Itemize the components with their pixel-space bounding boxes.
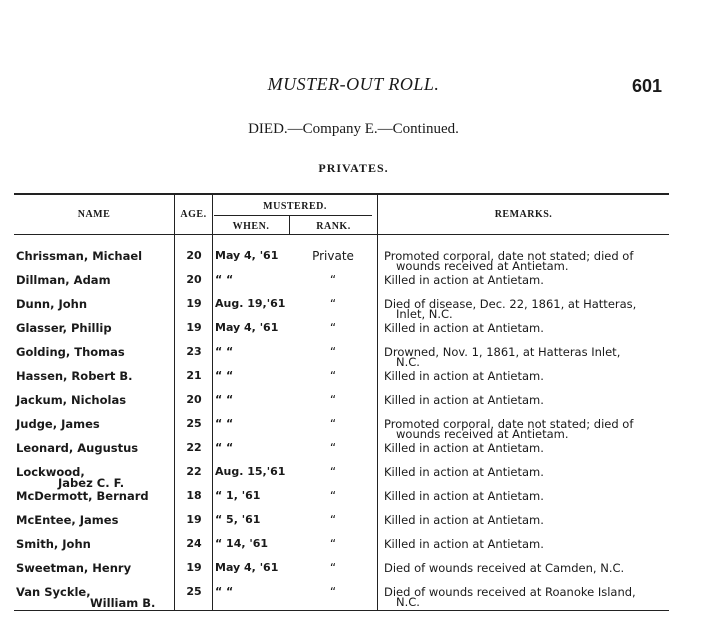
row-name: Golding, Thomas <box>16 345 125 359</box>
row-name: McDermott, Bernard <box>16 489 149 503</box>
header-mustered: MUSTERED. <box>263 201 327 212</box>
row-mustered-when: “ “ <box>215 345 234 358</box>
row-remarks: Killed in action at Antietam. <box>384 273 544 287</box>
row-age: 22 <box>186 441 202 454</box>
row-name: Glasser, Phillip <box>16 321 112 335</box>
row-mustered-when: “ 14, '61 <box>215 537 269 550</box>
header-rank: RANK. <box>316 221 351 232</box>
row-remarks: Killed in action at Antietam. <box>384 393 544 407</box>
row-remarks-continued: N.C. <box>396 595 420 609</box>
row-mustered-when: Aug. 15,'61 <box>215 465 286 478</box>
row-age: 20 <box>186 273 202 286</box>
row-name: Jackum, Nicholas <box>16 393 127 407</box>
row-mustered-when: May 4, '61 <box>215 249 279 262</box>
row-name: Sweetman, Henry <box>16 561 132 575</box>
row-rank: “ <box>329 441 337 455</box>
row-rank: “ <box>329 273 337 287</box>
header-name: NAME <box>77 209 111 220</box>
row-name: Lockwood, <box>16 465 85 479</box>
row-name-continued: Jabez C. F. <box>58 476 125 490</box>
row-age: 19 <box>186 513 202 526</box>
row-rank: “ <box>329 321 337 335</box>
row-age: 20 <box>186 393 202 406</box>
row-name: Dillman, Adam <box>16 273 111 287</box>
row-remarks: Killed in action at Antietam. <box>384 489 544 503</box>
row-name: Van Syckle, <box>16 585 91 599</box>
row-age: 19 <box>186 561 202 574</box>
row-mustered-when: “ “ <box>215 441 234 454</box>
row-rank: “ <box>329 537 337 551</box>
row-age: 21 <box>186 369 202 382</box>
row-remarks: Promoted corporal, date not stated; died of <box>384 249 634 263</box>
row-rank: “ <box>329 489 337 503</box>
row-remarks: Died of wounds received at Camden, N.C. <box>384 561 625 575</box>
row-name: Hassen, Robert B. <box>16 369 133 383</box>
row-mustered-when: “ “ <box>215 273 234 286</box>
row-mustered-when: “ “ <box>215 417 234 430</box>
row-mustered-when: May 4, '61 <box>215 561 279 574</box>
row-remarks: Killed in action at Antietam. <box>384 321 544 335</box>
row-age: 23 <box>186 345 202 358</box>
row-remarks: Died of wounds received at Roanoke Island, <box>384 585 636 599</box>
row-rank: “ <box>329 513 337 527</box>
table-bottom-rule <box>14 610 669 611</box>
row-remarks-continued: wounds received at Antietam. <box>396 259 569 273</box>
col-divider-rank-remarks <box>377 195 378 610</box>
row-rank: “ <box>329 297 337 311</box>
row-mustered-when: “ 5, '61 <box>215 513 261 526</box>
row-remarks-continued: N.C. <box>396 355 420 369</box>
row-name: McEntee, James <box>16 513 119 527</box>
header-bottom-rule <box>14 234 669 235</box>
row-remarks: Promoted corporal, date not stated; died of <box>384 417 634 431</box>
row-remarks: Drowned, Nov. 1, 1861, at Hatteras Inlet, <box>384 345 621 359</box>
table-top-rule <box>14 193 669 195</box>
mustered-rule <box>214 215 372 216</box>
row-rank: “ <box>329 465 337 479</box>
page-number: 601 <box>632 76 663 96</box>
row-age: 22 <box>186 465 202 478</box>
row-remarks: Killed in action at Antietam. <box>384 513 544 527</box>
row-mustered-when: “ “ <box>215 369 234 382</box>
row-mustered-when: “ 1, '61 <box>215 489 261 502</box>
row-rank: “ <box>329 417 337 431</box>
row-rank: “ <box>329 561 337 575</box>
row-rank: “ <box>329 585 337 599</box>
row-mustered-when: “ “ <box>215 393 234 406</box>
col-divider-age-when <box>212 195 213 610</box>
header-when: WHEN. <box>232 221 270 232</box>
row-remarks: Killed in action at Antietam. <box>384 537 544 551</box>
row-age: 25 <box>186 585 202 598</box>
row-remarks-continued: wounds received at Antietam. <box>396 427 569 441</box>
row-rank: Private <box>312 249 354 263</box>
header-age: AGE. <box>180 209 207 220</box>
row-remarks: Killed in action at Antietam. <box>384 465 544 479</box>
row-remarks: Died of disease, Dec. 22, 1861, at Hatteras, <box>384 297 637 311</box>
row-mustered-when: “ “ <box>215 585 234 598</box>
row-age: 18 <box>186 489 202 502</box>
section-title: DIED.—Company E.—Continued. <box>248 121 459 137</box>
row-age: 20 <box>186 249 202 262</box>
row-mustered-when: Aug. 19,'61 <box>215 297 286 310</box>
row-name: Dunn, John <box>16 297 88 311</box>
row-name: Judge, James <box>16 417 100 431</box>
row-age: 19 <box>186 321 202 334</box>
row-age: 25 <box>186 417 202 430</box>
subsection-title: PRIVATES. <box>318 161 389 175</box>
row-rank: “ <box>329 345 337 359</box>
row-remarks-continued: Inlet, N.C. <box>396 307 453 321</box>
row-rank: “ <box>329 393 337 407</box>
col-divider-name-age <box>174 195 175 610</box>
row-rank: “ <box>329 369 337 383</box>
row-remarks: Killed in action at Antietam. <box>384 441 544 455</box>
row-name: Smith, John <box>16 537 91 551</box>
row-name: Leonard, Augustus <box>16 441 139 455</box>
row-name-continued: William B. <box>90 596 156 610</box>
running-title: MUSTER-OUT ROLL. <box>267 74 440 94</box>
row-mustered-when: May 4, '61 <box>215 321 279 334</box>
row-name: Chrissman, Michael <box>16 249 143 263</box>
row-age: 24 <box>186 537 202 550</box>
row-remarks: Killed in action at Antietam. <box>384 369 544 383</box>
row-age: 19 <box>186 297 202 310</box>
header-remarks: REMARKS. <box>494 209 553 220</box>
